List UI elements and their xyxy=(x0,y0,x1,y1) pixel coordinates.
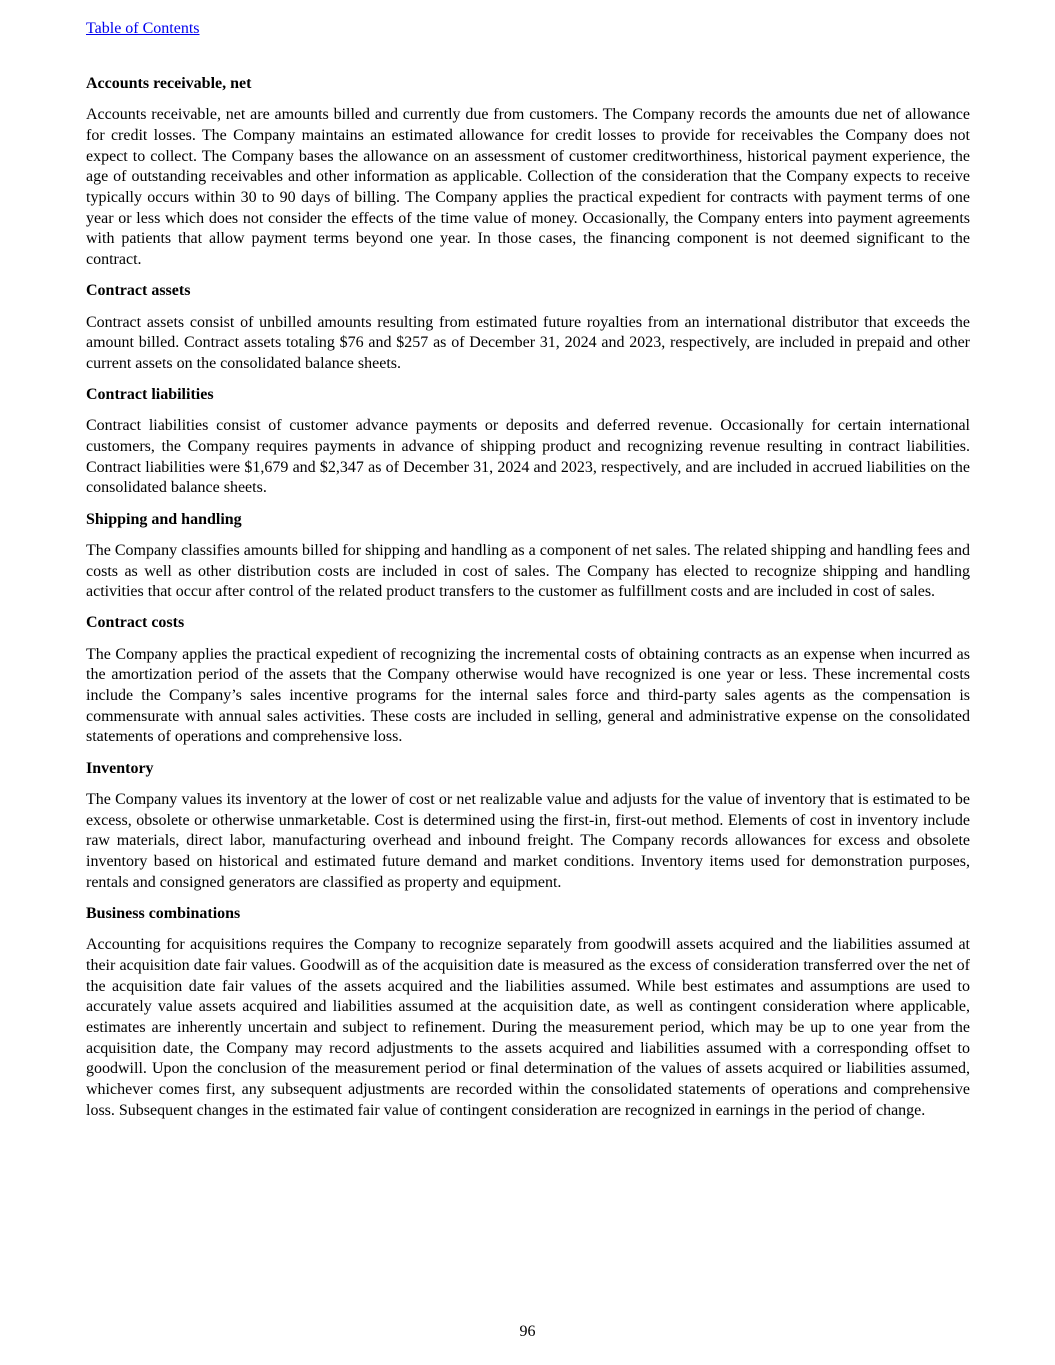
section-contract-liabilities xyxy=(86,385,970,499)
section-title: Accounts receivable, net xyxy=(86,75,252,92)
section-paragraph: The Company classifies amounts billed for shipping and handling as a component of net sales. The related shipping and handling fees and costs as well as other distribution costs are included in cost of sales. The Company has elected to recognize shipping and handling activities that occur after control of the related product transfers to the customer as fulfillment costs and are included in cost of sales. xyxy=(86,541,970,601)
section-paragraph: Accounts receivable, net are amounts billed and currently due from customers. The Company records the amounts due net of allowance for credit losses. The Company maintains an estimated allowance for credit losses to provide for receivables the Company does not expect to collect. The Company bases the allowance on an assessment of customer creditworthiness, historical payment experience, the age of outstanding receivables and other information as applicable. Collection of the consideration that the Company expects to receive typically occurs within 30 to 90 days of billing. The Company applies the practical expedient for contracts with payment terms of one year or less which does not consider the effects of the time value of money. Occasionally, the Company enters into payment agreements with patients that allow payment terms beyond one year. In those cases, the financing component is not deemed significant to the contract. xyxy=(86,106,970,269)
page-number: 96 xyxy=(519,1323,536,1340)
section-paragraph: The Company values its inventory at the lower of cost or net realizable value and adjusts for the value of inventory that is estimated to be excess, obsolete or otherwise unmarketable. Cost is determined using the first-in, first-out method. Elements of cost in inventory include raw materials, direct labor, manufacturing overhead and inbound freight. The Company records allowances for excess and obsolete inventory based on historical and estimated future demand and market conditions. Inventory items used for demonstration purposes, rentals and consigned generators are classified as property and equipment. xyxy=(86,790,970,891)
document-body xyxy=(86,74,970,1132)
section-paragraph: Contract liabilities consist of customer advance payments or deposits and deferred revenue. Occasionally for certain international customers, the Company requires payments in advance of shipping product and recognizing revenue resulting in contract liabilities. Contract liabilities were $1,679 and $2,347 as of December 31, 2024 and 2023, respectively, and are included in accrued liabilities on the consolidated balance sheets. xyxy=(86,417,970,497)
section-contract-costs xyxy=(86,613,970,748)
section-title: Shipping and handling xyxy=(86,510,242,528)
section-title: Contract liabilities xyxy=(86,386,214,404)
section-paragraph: Accounting for acquisitions requires the Company to recognize separately from goodwill assets acquired and the liabilities assumed at their acquisition date fair values. Goodwill as of the acquisition date is measured as the excess of consideration transferred over the net of the acquisition date fair values of the assets acquired and the liabilities assumed. While best estimates and assumptions are used to accurately value assets acquired and liabilities assumed at the acquisition date, as well as contingent consideration where applicable, estimates are inherently uncertain and subject to refinement. During the measurement period, which may be up to one year from the acquisition date, the Company may record adjustments to the assets acquired and liabilities assumed with a corresponding offset to goodwill. Upon the conclusion of the measurement period or final determination of the values of assets acquired or liabilities assumed, whichever comes first, any subsequent adjustments are recorded within the consolidated statements of operations and comprehensive loss. Subsequent changes in the estimated fair value of contingent consideration are recognized in earnings in the period of change. xyxy=(86,936,970,1119)
section-title: Inventory xyxy=(86,759,154,777)
section-contract-assets xyxy=(86,281,970,374)
section-business-combinations xyxy=(86,904,970,1122)
section-title: Contract assets xyxy=(86,282,191,300)
section-paragraph: Contract assets consist of unbilled amounts resulting from estimated future royalties from an international distributor that exceeds the amount billed. Contract assets totaling $76 and $257 as of December 31, 2024 and 2023, respectively, are included in prepaid and other current assets on the consolidated balance sheets. xyxy=(86,313,970,372)
section-inventory xyxy=(86,759,970,894)
section-title: Business combinations xyxy=(86,904,241,922)
section-accounts-receivable xyxy=(86,74,970,271)
section-paragraph: The Company applies the practical expedient of recognizing the incremental costs of obtaining contracts as an expense when incurred as the amortization period of the assets that the Company otherwise would have recognized is one year or less. These incremental costs include the Company’s sales incentive programs for the internal sales force and third-party sales agents as the compensation is commensurate with annual sales activities. These costs are included in selling, general and administrative expense on the consolidated statements of operations and comprehensive loss. xyxy=(86,645,970,746)
section-title: Contract costs xyxy=(86,614,185,632)
section-shipping-and-handling xyxy=(86,510,970,603)
table-of-contents-link[interactable]: Table of Contents xyxy=(86,20,200,37)
